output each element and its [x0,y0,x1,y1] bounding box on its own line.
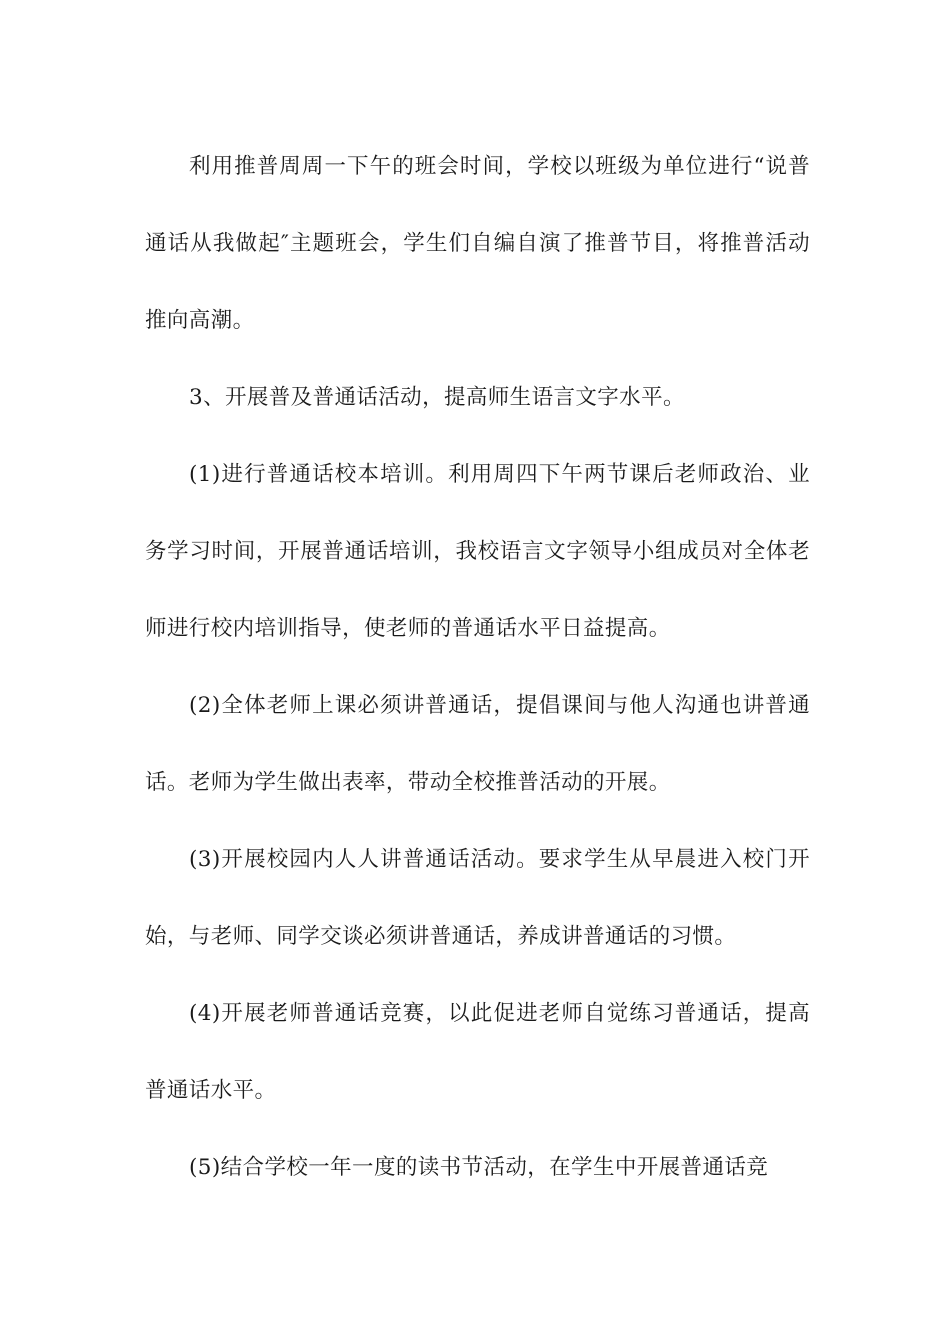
paragraph-3: (1)进行普通话校本培训。利用周四下午两节课后老师政治、业务学习时间，开展普通话培训，我校语言文字领导小组成员对全体老师进行校内培训指导，使老师的普通话水平日益提高。 [145,462,810,641]
paragraph-2: 3、开展普及普通话活动，提高师生语言文字水平。 [189,385,685,410]
paragraph-4: (2)全体老师上课必须讲普通话，提倡课间与他人沟通也讲普通话。老师为学生做出表率，带动全校推普活动的开展。 [145,693,810,795]
document-body [145,128,810,1206]
paragraph-5: (3)开展校园内人人讲普通话活动。要求学生从早晨进入校门开始，与老师、同学交谈必须讲普通话，养成讲普通话的习惯。 [145,847,810,949]
paragraph-1: 利用推普周周一下午的班会时间，学校以班级为单位进行“说普通话从我做起″主题班会，学生们自编自演了推普节目，将推普活动推向高潮。 [145,154,810,333]
paragraph-7: (5)结合学校一年一度的读书节活动，在学生中开展普通话竞 [189,1155,769,1180]
paragraph-6: (4)开展老师普通话竞赛，以此促进老师自觉练习普通话，提高普通话水平。 [145,1001,810,1103]
